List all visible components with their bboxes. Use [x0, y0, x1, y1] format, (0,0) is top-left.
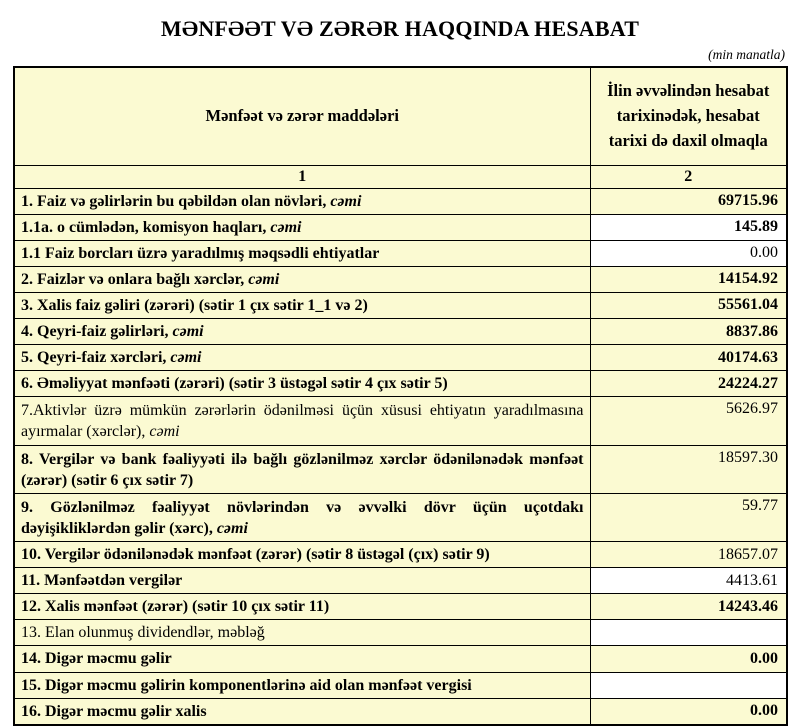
table-row [14, 214, 787, 240]
column-index-2: 2 [590, 165, 787, 188]
row-label [14, 568, 590, 594]
row-value: 0.00 [590, 698, 787, 725]
row-label [14, 319, 590, 345]
table-row [14, 646, 787, 672]
table-row [14, 292, 787, 318]
row-label-text: 1.1a. o cümlədən, komisyon haqları, [21, 218, 271, 236]
row-label-text: 16. Digər məcmu gəlir xalis [21, 702, 207, 720]
row-label-italic-suffix: cəmi [330, 192, 362, 210]
table-row [14, 371, 787, 397]
table-row [14, 266, 787, 292]
table-row [14, 620, 787, 646]
column-header-items: Mənfəət və zərər maddələri [14, 67, 590, 165]
row-label-italic-suffix: cəmi [248, 270, 280, 288]
row-value: 0.00 [590, 240, 787, 266]
row-label [14, 542, 590, 568]
row-label-text: 13. Elan olunmuş dividendlər, məbləğ [21, 624, 265, 642]
unit-note: (min manatla) [708, 47, 785, 62]
row-label [14, 240, 590, 266]
row-value: 0.00 [590, 646, 787, 672]
row-value: 18657.07 [590, 542, 787, 568]
row-label-text: 2. Faizlər və onlara bağlı xərclər, [21, 270, 249, 288]
row-label [14, 698, 590, 725]
row-value: 145.89 [590, 214, 787, 240]
table-header [14, 67, 787, 188]
row-label-italic-suffix: cəmi [270, 218, 302, 236]
row-label [14, 646, 590, 672]
table-row [14, 445, 787, 493]
row-label-italic-suffix: cəmi [216, 519, 248, 537]
column-header-period: İlin əvvəlindən hesabat tarixinədək, hesabat tarixi də daxil olmaqla [590, 67, 787, 165]
row-value: 4413.61 [590, 568, 787, 594]
row-label-text: 1. Faiz və gəlirlərin bu qəbildən olan növləri, [21, 192, 331, 210]
row-label [14, 397, 590, 445]
table-row [14, 698, 787, 725]
report-page [0, 16, 800, 720]
row-label [14, 445, 590, 493]
column-index-row [14, 165, 787, 188]
row-label-text: 10. Vergilər ödənilənədək mənfəət (zərər) (sətir 8 üstəgəl (çıx) sətir 9) [21, 546, 490, 564]
row-label [14, 266, 590, 292]
row-label [14, 594, 590, 620]
row-label [14, 371, 590, 397]
row-label [14, 493, 590, 541]
row-label-text: 14. Digər məcmu gəlir [21, 650, 172, 668]
row-label-text: 3. Xalis faiz gəliri (zərəri) (sətir 1 çıx sətir 1_1 və 2) [21, 296, 368, 314]
row-value: 55561.04 [590, 292, 787, 318]
row-label-text: 11. Mənfəətdən vergilər [21, 572, 183, 590]
row-label-text: 4. Qeyri-faiz gəlirləri, [21, 323, 173, 341]
row-value: 14243.46 [590, 594, 787, 620]
header-row [14, 67, 787, 165]
row-label [14, 345, 590, 371]
row-label-italic-suffix: cəmi [170, 349, 202, 367]
row-label-text: 7.Aktivlər üzrə mümkün zərərlərin ödənilməsi üçün xüsusi ehtiyatın yaradılmasına ayırmalar (xərclər), [21, 402, 584, 441]
row-value: 69715.96 [590, 188, 787, 214]
table-row [14, 542, 787, 568]
profit-loss-table [13, 66, 788, 726]
row-value: 5626.97 [590, 397, 787, 445]
table-row [14, 345, 787, 371]
row-value: 14154.92 [590, 266, 787, 292]
row-label-text: 6. Əməliyyat mənfəəti (zərəri) (sətir 3 üstəgəl sətir 4 çıx sətir 5) [21, 375, 448, 393]
row-label-text: 1.1 Faiz borcları üzrə yaradılmış məqsədli ehtiyatlar [21, 244, 380, 262]
row-label-text: 9. Gözlənilməz fəaliyyət növlərindən və əvvəlki dövr üçün uçotdakı dəyişikliklərdən gəlir (xərc), [21, 498, 584, 537]
row-value: 18597.30 [590, 445, 787, 493]
row-label [14, 188, 590, 214]
page-title: MƏNFƏƏT VƏ ZƏRƏR HAQQINDA HESABAT [160, 16, 640, 41]
row-label-text: 12. Xalis mənfəət (zərər) (sətir 10 çıx sətir 11) [21, 598, 330, 616]
row-label-text: 5. Qeyri-faiz xərcləri, [21, 349, 171, 367]
table-row [14, 568, 787, 594]
table-row [14, 493, 787, 541]
row-label [14, 214, 590, 240]
row-label-italic-suffix: cəmi [172, 323, 204, 341]
table-row [14, 240, 787, 266]
table-row [14, 188, 787, 214]
column-index-1: 1 [14, 165, 590, 188]
row-value: 59.77 [590, 493, 787, 541]
row-label-text: 8. Vergilər və bank fəaliyyəti ilə bağlı gözlənilməz xərclər ödənilənədək mənfəət (zərər) (sətir 6 çıx sətir 7) [21, 450, 584, 489]
row-label [14, 292, 590, 318]
table-row [14, 397, 787, 445]
table-row [14, 594, 787, 620]
row-value: 8837.86 [590, 319, 787, 345]
row-label [14, 620, 590, 646]
row-value [590, 620, 787, 646]
table-body [14, 188, 787, 725]
row-label-text: 15. Digər məcmu gəlirin komponentlərinə aid olan mənfəət vergisi [21, 676, 472, 694]
row-value: 24224.27 [590, 371, 787, 397]
row-label [14, 672, 590, 698]
row-label-italic-suffix: cəmi [149, 423, 180, 441]
row-value [590, 672, 787, 698]
row-value: 40174.63 [590, 345, 787, 371]
table-row [14, 319, 787, 345]
table-row [14, 672, 787, 698]
